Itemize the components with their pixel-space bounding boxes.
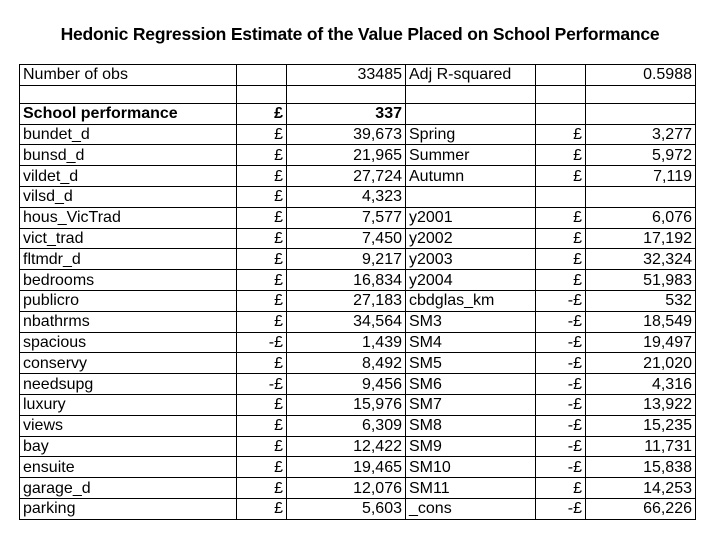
coef-currency: £	[237, 415, 287, 436]
coef-label-right: Spring	[406, 124, 536, 145]
header-row	[20, 65, 696, 86]
coef-label-right	[406, 103, 536, 124]
coef-value-right	[586, 103, 696, 124]
table-row	[20, 166, 696, 187]
table-row	[20, 124, 696, 145]
coef-label: luxury	[20, 394, 237, 415]
coef-value-right: 21,020	[586, 353, 696, 374]
coef-value: 7,577	[287, 207, 406, 228]
coef-currency-right: -£	[536, 457, 586, 478]
table-row	[20, 207, 696, 228]
table-row	[20, 478, 696, 499]
coef-label-right: SM5	[406, 353, 536, 374]
coef-value: 21,965	[287, 145, 406, 166]
coef-value: 15,976	[287, 394, 406, 415]
coef-value: 7,450	[287, 228, 406, 249]
coef-value-right: 4,316	[586, 374, 696, 395]
spacer-row	[20, 85, 696, 103]
coef-currency: £	[237, 207, 287, 228]
coef-value-right: 32,324	[586, 249, 696, 270]
coef-label-right: SM11	[406, 478, 536, 499]
coef-value-right: 15,235	[586, 415, 696, 436]
rsq-spacer	[536, 65, 586, 86]
coef-value: 39,673	[287, 124, 406, 145]
coef-currency-right: -£	[536, 374, 586, 395]
coef-label-right: SM8	[406, 415, 536, 436]
coef-currency: £	[237, 103, 287, 124]
coef-label: hous_VicTrad	[20, 207, 237, 228]
coef-currency: £	[237, 124, 287, 145]
coef-currency: £	[237, 498, 287, 519]
coef-currency: £	[237, 166, 287, 187]
coef-currency: £	[237, 478, 287, 499]
coef-value: 4,323	[287, 186, 406, 207]
table-row	[20, 290, 696, 311]
table-row	[20, 436, 696, 457]
coef-label: vildet_d	[20, 166, 237, 187]
obs-label: Number of obs	[20, 65, 237, 86]
coef-currency: -£	[237, 374, 287, 395]
coef-currency-right: -£	[536, 394, 586, 415]
coef-currency-right: £	[536, 270, 586, 291]
coef-currency-right: -£	[536, 498, 586, 519]
coef-currency-right: £	[536, 124, 586, 145]
table-row	[20, 228, 696, 249]
table-row	[20, 145, 696, 166]
coef-currency: £	[237, 457, 287, 478]
coef-currency: £	[237, 186, 287, 207]
coef-label: spacious	[20, 332, 237, 353]
coef-label-right: y2002	[406, 228, 536, 249]
coef-label: vilsd_d	[20, 186, 237, 207]
coef-label: fltmdr_d	[20, 249, 237, 270]
table-row	[20, 415, 696, 436]
coef-value: 6,309	[287, 415, 406, 436]
coef-value: 9,456	[287, 374, 406, 395]
coef-currency: £	[237, 436, 287, 457]
coef-label-right: Autumn	[406, 166, 536, 187]
coef-label: bedrooms	[20, 270, 237, 291]
coef-label: bay	[20, 436, 237, 457]
coef-label-right: SM10	[406, 457, 536, 478]
coef-value: 1,439	[287, 332, 406, 353]
page-title: Hedonic Regression Estimate of the Value Placed on School Performance	[60, 24, 660, 44]
table-row	[20, 103, 696, 124]
coef-label: views	[20, 415, 237, 436]
coef-currency-right: -£	[536, 415, 586, 436]
coef-currency-right: -£	[536, 353, 586, 374]
table-row	[20, 394, 696, 415]
coef-value: 34,564	[287, 311, 406, 332]
coef-label-right: _cons	[406, 498, 536, 519]
coef-label: bunsd_d	[20, 145, 237, 166]
coef-label: needsupg	[20, 374, 237, 395]
coef-label-right: SM4	[406, 332, 536, 353]
coef-value-right: 17,192	[586, 228, 696, 249]
coef-value-right: 51,983	[586, 270, 696, 291]
coef-currency: £	[237, 228, 287, 249]
coef-label-right	[406, 186, 536, 207]
coef-value: 19,465	[287, 457, 406, 478]
coef-value-right: 7,119	[586, 166, 696, 187]
coef-value-right: 11,731	[586, 436, 696, 457]
coef-currency: -£	[237, 332, 287, 353]
rsq-value: 0.5988	[586, 65, 696, 86]
table-row	[20, 249, 696, 270]
coef-value: 8,492	[287, 353, 406, 374]
coef-label: School performance	[20, 103, 237, 124]
coef-label: bundet_d	[20, 124, 237, 145]
rsq-label: Adj R-squared	[406, 65, 536, 86]
coef-currency: £	[237, 311, 287, 332]
coef-value-right: 19,497	[586, 332, 696, 353]
coef-currency-right	[536, 186, 586, 207]
coef-value: 16,834	[287, 270, 406, 291]
coef-label: conservy	[20, 353, 237, 374]
coef-currency-right: £	[536, 249, 586, 270]
coef-value: 337	[287, 103, 406, 124]
coef-value: 27,724	[287, 166, 406, 187]
coef-currency: £	[237, 145, 287, 166]
coef-value: 9,217	[287, 249, 406, 270]
coef-value: 27,183	[287, 290, 406, 311]
coef-label: nbathrms	[20, 311, 237, 332]
coef-label: publicro	[20, 290, 237, 311]
coef-value-right	[586, 186, 696, 207]
table-row	[20, 270, 696, 291]
coef-label: parking	[20, 498, 237, 519]
coef-currency-right: £	[536, 207, 586, 228]
obs-value: 33485	[287, 65, 406, 86]
coef-value-right: 66,226	[586, 498, 696, 519]
coef-label-right: Summer	[406, 145, 536, 166]
coef-currency: £	[237, 249, 287, 270]
coef-currency: £	[237, 270, 287, 291]
table-row	[20, 498, 696, 519]
table-row	[20, 353, 696, 374]
coef-currency-right: -£	[536, 311, 586, 332]
coef-label-right: SM3	[406, 311, 536, 332]
coef-value-right: 532	[586, 290, 696, 311]
coef-currency-right: £	[536, 478, 586, 499]
coef-label: ensuite	[20, 457, 237, 478]
coef-value: 12,076	[287, 478, 406, 499]
coef-label: vict_trad	[20, 228, 237, 249]
coef-label-right: SM7	[406, 394, 536, 415]
coef-currency-right: -£	[536, 290, 586, 311]
coef-label-right: y2003	[406, 249, 536, 270]
coef-currency-right: £	[536, 145, 586, 166]
coef-currency: £	[237, 353, 287, 374]
coef-value-right: 13,922	[586, 394, 696, 415]
table-row	[20, 332, 696, 353]
coef-value-right: 18,549	[586, 311, 696, 332]
table-row	[20, 374, 696, 395]
coef-currency-right	[536, 103, 586, 124]
coef-value: 12,422	[287, 436, 406, 457]
coef-label-right: y2001	[406, 207, 536, 228]
coef-label-right: y2004	[406, 270, 536, 291]
coef-label-right: SM6	[406, 374, 536, 395]
coef-currency-right: £	[536, 166, 586, 187]
coef-value-right: 14,253	[586, 478, 696, 499]
table-row	[20, 186, 696, 207]
coef-currency: £	[237, 394, 287, 415]
coef-value-right: 6,076	[586, 207, 696, 228]
coef-value-right: 5,972	[586, 145, 696, 166]
coef-value-right: 15,838	[586, 457, 696, 478]
coef-currency-right: -£	[536, 436, 586, 457]
coef-label: garage_d	[20, 478, 237, 499]
table-row	[20, 311, 696, 332]
coef-label-right: cbdglas_km	[406, 290, 536, 311]
coef-currency: £	[237, 290, 287, 311]
table-row	[20, 457, 696, 478]
coef-label-right: SM9	[406, 436, 536, 457]
coef-currency-right: -£	[536, 332, 586, 353]
coef-value-right: 3,277	[586, 124, 696, 145]
obs-spacer	[237, 65, 287, 86]
coef-currency-right: £	[536, 228, 586, 249]
coef-value: 5,603	[287, 498, 406, 519]
regression-table	[19, 64, 696, 520]
